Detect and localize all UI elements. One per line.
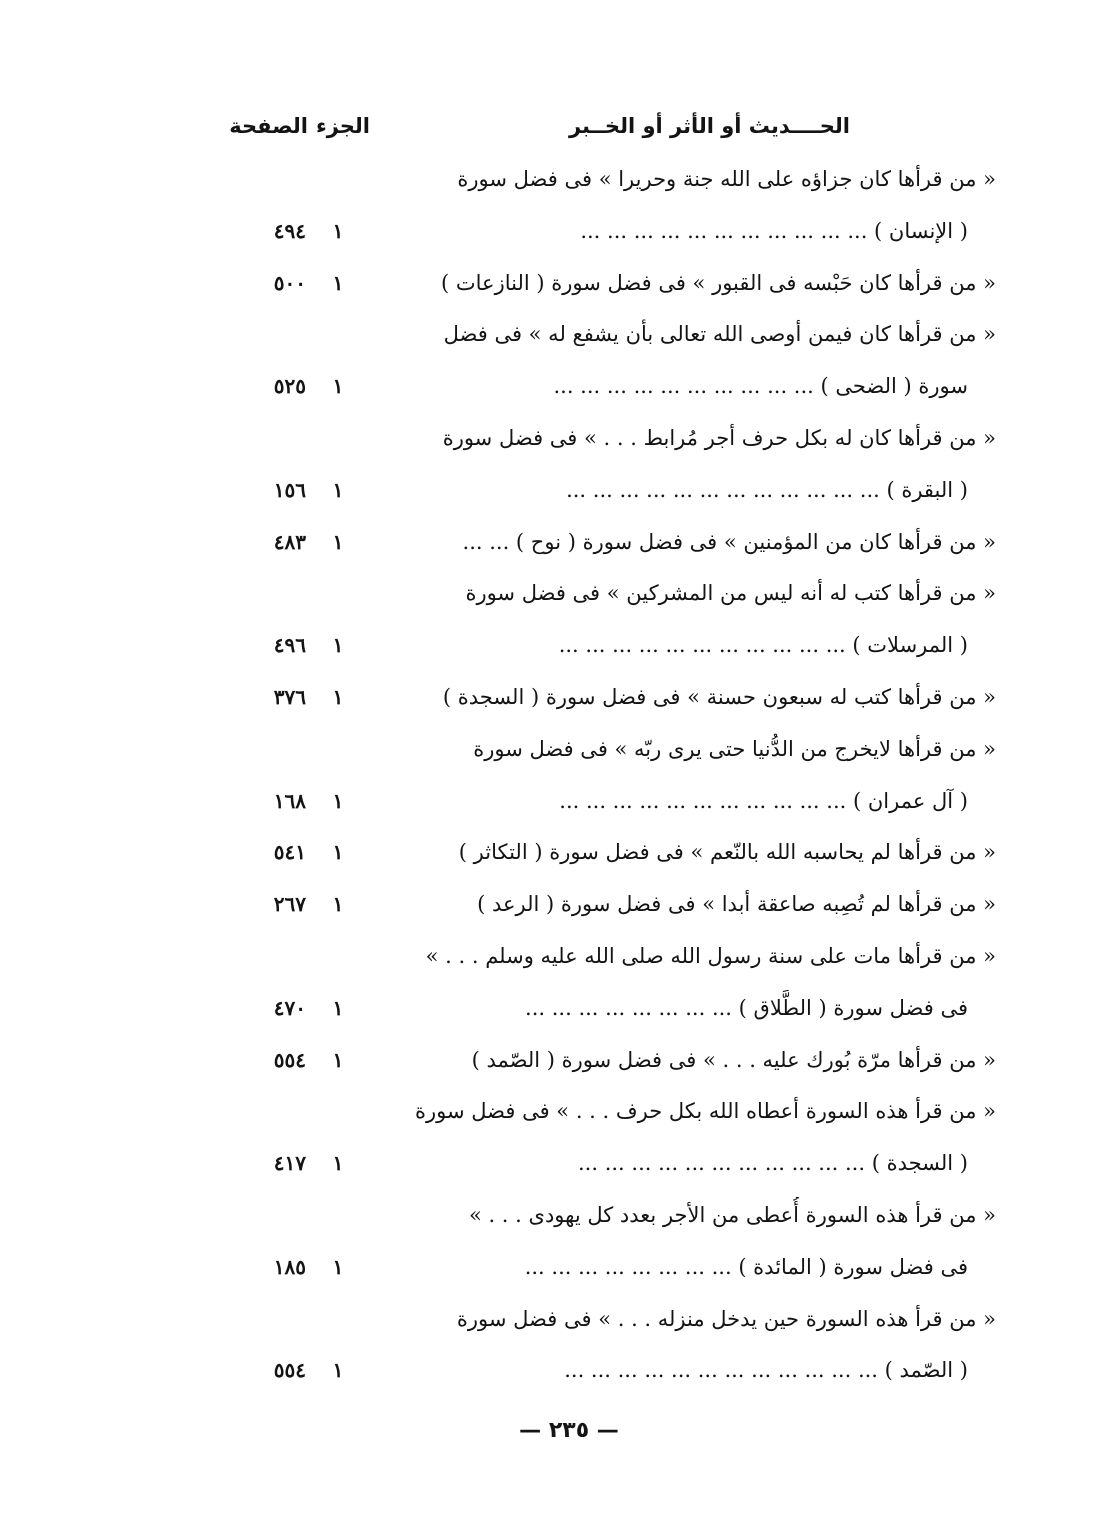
index-row	[0, 880, 1108, 930]
row-text: « من قرأها كان حَبْسه فى القبور » فى فضل سورة ( النازعات )	[441, 270, 996, 295]
row-page: ١٦٨	[273, 788, 306, 813]
index-row	[0, 828, 1108, 878]
row-page: ٥٥٤	[273, 1358, 306, 1383]
column-header-volume: الجزء	[315, 114, 370, 138]
row-page: ٣٧٦	[273, 685, 306, 709]
row-page: ٥٢٥	[273, 374, 306, 399]
index-row	[0, 1295, 1108, 1345]
index-row	[0, 207, 1108, 257]
row-volume: ١	[332, 1254, 344, 1279]
row-volume: ١	[332, 477, 344, 502]
row-text: ( السجدة ) ... ... ... ... ... ... ... ... ... ... ...	[578, 1151, 968, 1176]
index-row	[0, 310, 1108, 360]
row-text: « من قرأها مرّة بُورك عليه . . . » فى فضل سورة ( الصّمد )	[471, 1047, 996, 1072]
row-text: « من قرأها كان له بكل حرف أجر مُرابط . . . » فى فضل سورة	[442, 426, 996, 450]
row-page: ٤٧٠	[273, 995, 306, 1020]
index-row	[0, 155, 1108, 205]
row-volume: ١	[332, 633, 344, 658]
row-page: ٤٩٦	[273, 633, 306, 658]
row-volume: ١	[332, 788, 344, 813]
row-page: ٢٦٧	[273, 892, 306, 917]
row-volume: ١	[332, 218, 344, 243]
row-page: ١٨٥	[273, 1254, 306, 1279]
column-header-hadith: الحــــديث أو الأثر أو الخــبر	[568, 114, 850, 138]
index-row	[0, 1243, 1108, 1293]
row-text: سورة ( الضحى ) ... ... ... ... ... ... ... ... ... ...	[553, 374, 968, 399]
index-row	[0, 932, 1108, 982]
row-volume: ١	[332, 1151, 344, 1176]
index-row	[0, 673, 1108, 723]
index-row	[0, 569, 1108, 619]
row-text: « من قرأ هذه السورة أُعطى من الأجر بعدد كل يهودى . . . »	[468, 1203, 996, 1227]
row-volume: ١	[332, 685, 344, 709]
row-volume: ١	[332, 840, 344, 865]
row-page: ٥٤١	[273, 840, 306, 865]
row-text: « من قرأها كان من المؤمنين » فى فضل سورة ( نوح ) ... ...	[462, 529, 996, 554]
row-text: ( المرسلات ) ... ... ... ... ... ... ... ... ... ... ...	[558, 633, 968, 658]
row-page: ٤٩٤	[273, 218, 306, 243]
row-volume: ١	[332, 995, 344, 1020]
row-volume: ١	[332, 1358, 344, 1383]
row-text: ( الإنسان ) ... ... ... ... ... ... ... ... ... ... ...	[580, 218, 968, 243]
column-header-page: الصفحة	[229, 114, 308, 138]
row-volume: ١	[332, 374, 344, 399]
row-text: فى فضل سورة ( المائدة ) ... ... ... ... ... ... ... ...	[524, 1254, 968, 1279]
row-text: فى فضل سورة ( الطَّلاق ) ... ... ... ... ... ... ... ...	[525, 995, 968, 1020]
index-row	[0, 362, 1108, 412]
index-row	[0, 621, 1108, 671]
row-text: « من قرأها كتب له أنه ليس من المشركين » فى فضل سورة	[465, 581, 996, 606]
row-text: « من قرأها مات على سنة رسول الله صلى الله عليه وسلم . . . »	[425, 944, 996, 968]
row-volume: ١	[332, 270, 344, 295]
row-volume: ١	[332, 1047, 344, 1072]
row-page: ٤٨٣	[273, 529, 306, 554]
index-row	[0, 259, 1108, 309]
index-row	[0, 1036, 1108, 1086]
index-row	[0, 414, 1108, 464]
row-text: « من قرأها لم تُصِبه صاعقة أبدا » فى فضل سورة ( الرعد )	[477, 892, 996, 917]
row-volume: ١	[332, 529, 344, 554]
row-text: « من قرأها كان جزاؤه على الله جنة وحريرا » فى فضل سورة	[457, 167, 996, 191]
page-number: — ٢٣٥ —	[519, 1418, 619, 1443]
row-text: ( آل عمران ) ... ... ... ... ... ... ... ... ... ... ...	[559, 788, 968, 813]
row-text: « من قرأها كتب له سبعون حسنة » فى فضل سورة ( السجدة )	[442, 685, 996, 709]
row-page: ٥٠٠	[273, 270, 306, 295]
index-row	[0, 518, 1108, 568]
index-row	[0, 1087, 1108, 1137]
row-volume: ١	[332, 892, 344, 917]
row-text: « من قرأها لم يحاسبه الله بالنّعم » فى فضل سورة ( التكاثر )	[458, 840, 996, 865]
index-row	[0, 466, 1108, 516]
row-text: ( البقرة ) ... ... ... ... ... ... ... ... ... ... ... ...	[566, 477, 968, 502]
index-row	[0, 777, 1108, 827]
row-text: « من قرأها كان فيمن أوصى الله تعالى بأن يشفع له » فى فضل	[443, 322, 996, 347]
row-text: ( الصّمد ) ... ... ... ... ... ... ... ... ... ... ... ...	[564, 1358, 968, 1383]
index-row	[0, 1346, 1108, 1396]
row-page: ١٥٦	[273, 477, 306, 502]
index-row	[0, 984, 1108, 1034]
row-text: « من قرأها لايخرج من الدُّنيا حتى يرى ربّه » فى فضل سورة	[473, 736, 996, 761]
row-text: « من قرأ هذه السورة أعطاه الله بكل حرف . . . » فى فضل سورة	[414, 1099, 996, 1124]
index-row	[0, 1139, 1108, 1189]
row-text: « من قرأ هذه السورة حين يدخل منزله . . . » فى فضل سورة	[456, 1306, 996, 1331]
row-page: ٤١٧	[273, 1151, 306, 1176]
row-page: ٥٥٤	[273, 1047, 306, 1072]
index-row	[0, 1191, 1108, 1241]
index-row	[0, 725, 1108, 775]
